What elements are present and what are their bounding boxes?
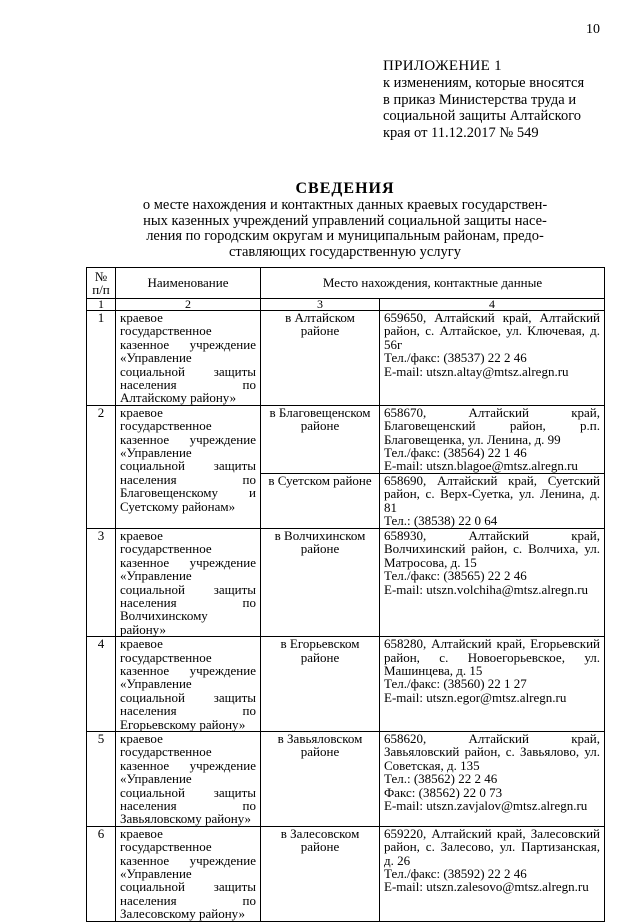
institution-name: краевое государственное казенное учреждение «Управление социальной защиты населения по Алтайскому району» — [116, 311, 261, 406]
column-index: 3 — [261, 299, 380, 311]
document-subtitle-line: ставляющих государственную услугу — [229, 243, 461, 260]
phone: Тел./факс: (38592) 22 2 46 — [384, 866, 527, 882]
contacts — [380, 311, 605, 406]
email: E-mail: utszn.volchiha@mtsz.alregn.ru — [384, 581, 589, 597]
address: 658670, Алтайский край, Благовещенский район, р.п. Благовещенка, ул. Ленина, д. 99 — [384, 404, 600, 447]
page-number: 10 — [586, 22, 600, 37]
header-number: № п/п — [87, 268, 116, 299]
header-location: Место нахождения, контактные данные — [261, 268, 605, 299]
phone: Тел./факс: (38537) 22 2 46 — [384, 350, 527, 366]
phone: Тел./факс: (38564) 22 1 46 — [384, 445, 527, 461]
address: 658620, Алтайский край, Завьяловский район, с. Завьялово, ул. Советская, д. 135 — [384, 730, 600, 773]
row-number: 1 — [87, 311, 116, 406]
district: в Суетском районе — [261, 473, 380, 528]
contacts — [380, 637, 605, 732]
district: в Залесовском районе — [261, 826, 380, 921]
phone: Тел.: (38538) 22 0 64 — [384, 513, 498, 529]
address: 658930, Алтайский край, Волчихинский район, с. Волчиха, ул. Матросова, д. 15 — [384, 527, 600, 570]
phone: Тел.: (38562) 22 2 46 — [384, 771, 498, 787]
district: в Алтайском районе — [261, 311, 380, 406]
email: E-mail: utszn.altay@mtsz.alregn.ru — [384, 363, 569, 379]
document-subtitle-line: о месте нахождения и контактных данных краевых государствен- — [142, 197, 548, 213]
email: E-mail: utszn.blagoe@mtsz.alregn.ru — [384, 458, 578, 474]
appendix-line: социальной защиты Алтайского — [383, 108, 582, 124]
fax: Факс: (38562) 22 0 73 — [384, 784, 503, 800]
column-index: 4 — [380, 299, 605, 311]
table-row — [87, 405, 605, 473]
institution-name: краевое государственное казенное учреждение «Управление социальной защиты населения по Залесовскому району» — [116, 826, 261, 921]
column-index: 1 — [87, 299, 116, 311]
row-number: 3 — [87, 528, 116, 636]
appendix-title: ПРИЛОЖЕНИЕ 1 — [383, 58, 502, 74]
institution-name: краевое государственное казенное учреждение «Управление социальной защиты населения по Благовещенскому и Суетскому районам» — [116, 405, 261, 528]
table-row — [87, 528, 605, 636]
column-index: 2 — [116, 299, 261, 311]
document-heading — [100, 180, 590, 260]
address: 658690, Алтайский край, Суетский район, с. Верх-Суетка, ул. Ленина, д. 81 — [384, 472, 600, 515]
contacts — [380, 405, 605, 473]
phone: Тел./факс: (38560) 22 1 27 — [384, 676, 527, 692]
address: 659650, Алтайский край, Алтайский район, с. Алтайское, ул. Ключевая, д. 56г — [384, 310, 600, 352]
institution-name: краевое государственное казенное учреждение «Управление социальной защиты населения по Волчихинскому району» — [116, 528, 261, 636]
table-row — [87, 311, 605, 406]
district: в Волчихинском районе — [261, 528, 380, 636]
district: в Егорьевском районе — [261, 637, 380, 732]
document-subtitle-line: ных казенных учреждений управлений социальной защиты насе- — [143, 212, 547, 229]
address: 658280, Алтайский край, Егорьевский район, с. Новоегорьевское, ул. Машинцева, д. 15 — [384, 636, 600, 678]
contacts — [380, 473, 605, 528]
header-name: Наименование — [116, 268, 261, 299]
institution-name: краевое государственное казенное учреждение «Управление социальной защиты населения по Егорьевскому району» — [116, 637, 261, 732]
table-row — [87, 826, 605, 921]
row-number: 6 — [87, 826, 116, 921]
address: 659220, Алтайский край, Залесовский район, с. Залесово, ул. Партизанская, д. 26 — [384, 825, 600, 868]
row-number: 2 — [87, 405, 116, 528]
row-number: 4 — [87, 637, 116, 732]
document-subtitle-line: ления по городским округам и муниципальным районам, предо- — [146, 228, 544, 244]
table-row — [87, 637, 605, 732]
appendix-line: края от 11.12.2017 № 549 — [383, 124, 539, 141]
institutions-table — [86, 267, 605, 922]
district: в Завьяловском районе — [261, 731, 380, 826]
column-index-row — [87, 299, 605, 311]
phone: Тел./факс: (38565) 22 2 46 — [384, 568, 527, 584]
district: в Благовещенском районе — [261, 405, 380, 473]
appendix-line: к изменениям, которые вносятся — [383, 75, 585, 91]
email: E-mail: utszn.zavjalov@mtsz.alregn.ru — [384, 798, 588, 813]
row-number: 5 — [87, 731, 116, 826]
contacts — [380, 826, 605, 921]
email: E-mail: utszn.egor@mtsz.alregn.ru — [384, 689, 567, 705]
table-header-row — [87, 268, 605, 299]
appendix-block — [383, 58, 601, 141]
contacts — [380, 731, 605, 826]
table-row — [87, 731, 605, 826]
contacts — [380, 528, 605, 636]
document-title: СВЕДЕНИЯ — [295, 180, 395, 197]
appendix-line: в приказ Министерства труда и — [383, 91, 577, 108]
email: E-mail: utszn.zalesovo@mtsz.alregn.ru — [384, 879, 589, 895]
institution-name: краевое государственное казенное учреждение «Управление социальной защиты населения по Завьяловскому району» — [116, 731, 261, 826]
